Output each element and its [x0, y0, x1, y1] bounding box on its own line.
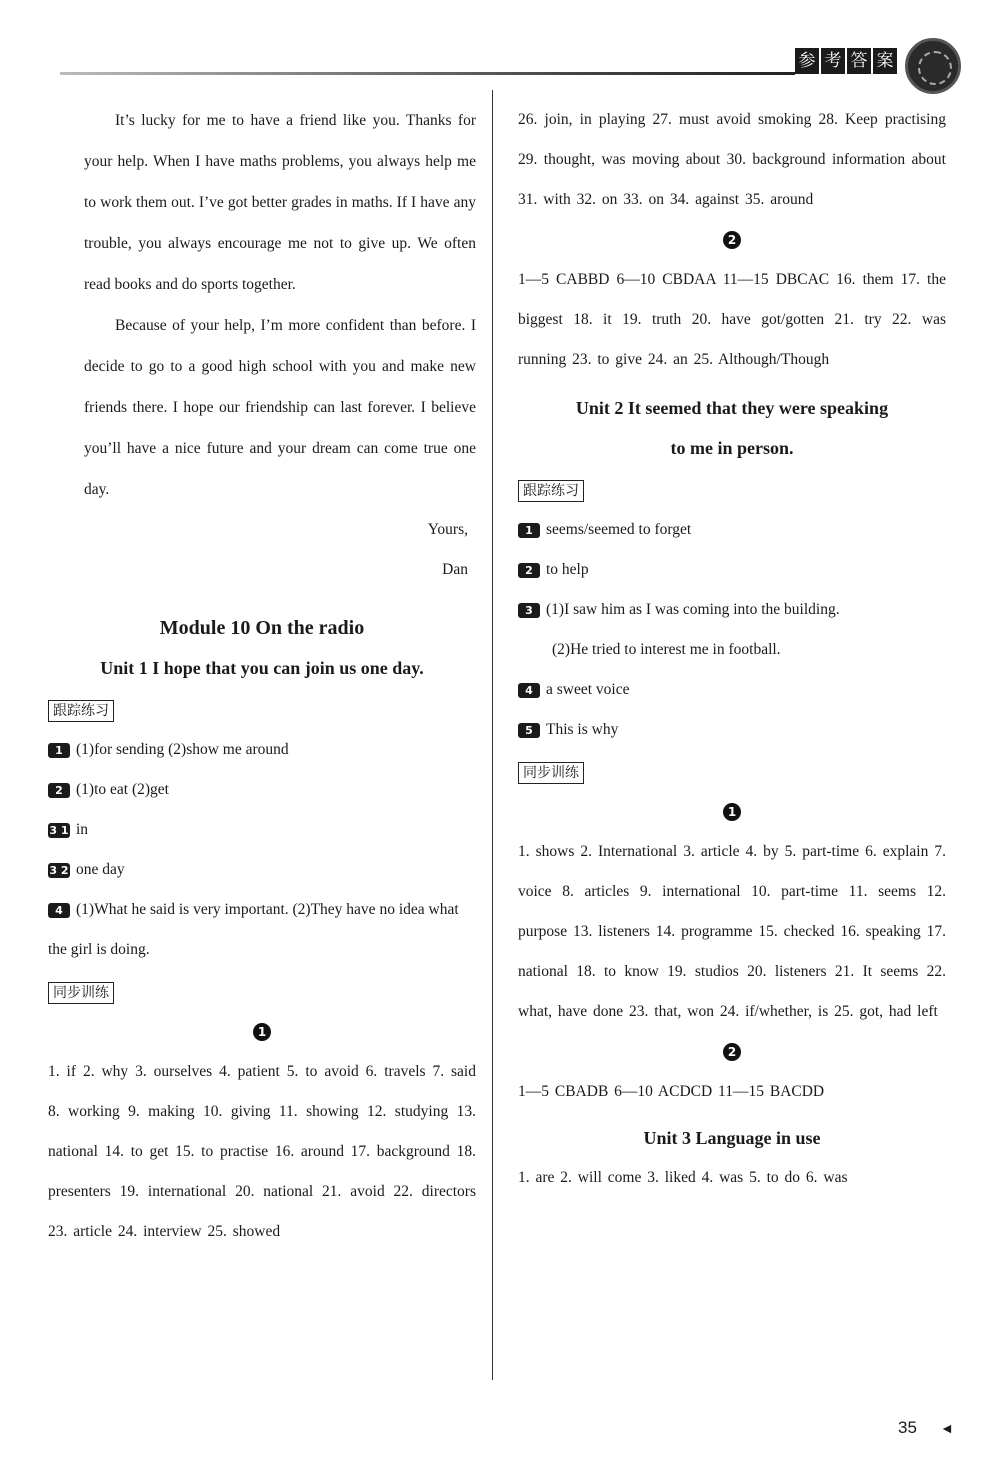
track-row: [518, 710, 946, 750]
unit-title: Unit 1 I hope that you can join us one day.: [100, 658, 424, 678]
track-answer: to help: [546, 561, 589, 578]
section-label-track: 跟踪练习: [518, 480, 584, 502]
letter-paragraph: Because of your help, I’m more confident than before. I decide to go to a good high school with you and make new friends there. I hope our friendship can last forever. I believe you’ll have a nice future and your dream can come true one day.: [84, 317, 476, 498]
badge-char: 案: [873, 48, 897, 74]
letter-signature: Dan: [442, 561, 468, 578]
letter: [48, 100, 476, 510]
track-row: [48, 730, 476, 770]
track-answer: seems/seemed to forget: [546, 521, 692, 538]
number-box: 2: [518, 563, 540, 578]
section-label-track: 跟踪练习: [48, 700, 114, 722]
unit-title: Unit 3 Language in use: [643, 1128, 821, 1148]
track-row: [48, 810, 476, 850]
track-row: [518, 670, 946, 710]
number-box: 2: [48, 783, 70, 798]
track-answer: (1)for sending (2)show me around: [76, 741, 289, 758]
answer-block: 1. shows 2. International 3. article 4. by 5. part-time 6. explain 7. voice 8. articles 9. international 10. part-time 11. seems 12. purpose 13. listeners 14. programme 15. checked 16. speaking 17. national 18. to know 19. studios 20. listeners 21. It seems 22. what, have done 23. that, won 24. if/whether, is 25. got, had left: [518, 843, 946, 1020]
column-divider: [492, 90, 493, 1380]
track-answer: one day: [76, 861, 125, 878]
track-answer: (1)to eat (2)get: [76, 781, 169, 798]
answer-block: 1—5 CBADB 6—10 ACDCD 11—15 BACDD: [518, 1083, 825, 1100]
circled-number: 2: [723, 231, 741, 249]
number-box: 1: [48, 743, 70, 758]
circled-number: 1: [253, 1023, 271, 1041]
section-label-sync: 同步训练: [48, 982, 114, 1004]
number-box: 4: [48, 903, 70, 918]
letter-paragraph: It’s lucky for me to have a friend like you. Thanks for your help. When I have maths problems, you always help me to work them out. I’ve got better grades in maths. If I have any trouble, you always encourage me not to give up. We often read books and do sports together.: [84, 112, 476, 293]
page-arrow-icon: ◄: [940, 1422, 954, 1437]
header-badge: [795, 48, 897, 78]
track-row: [518, 510, 946, 550]
track-answer: (2)He tried to interest me in football.: [552, 641, 781, 658]
number-box: 3 1: [49, 823, 69, 837]
track-answer: in: [76, 821, 89, 838]
number-box: 4: [518, 683, 540, 698]
exercise-marker: [518, 220, 946, 260]
number-box: 5: [518, 723, 540, 738]
letter-closing: Yours,: [427, 521, 468, 538]
answer-block: 1. if 2. why 3. ourselves 4. patient 5. to avoid 6. travels 7. said 8. working 9. making 10. giving 11. showing 12. studying 13. national 14. to get 15. to practise 16. around 17. background 18. presenters 19. international 20. national 21. avoid 22. directors 23. article 24. interview 25. showed: [48, 1063, 476, 1240]
exercise-marker: [518, 792, 946, 832]
track-row: [518, 590, 946, 630]
track-answer: (1)I saw him as I was coming into the building.: [546, 601, 840, 618]
track-row: [48, 890, 476, 970]
header-rule: [60, 72, 795, 75]
badge-char: 参: [795, 48, 819, 74]
module-title: Module 10 On the radio: [159, 617, 365, 639]
page-number: 35: [898, 1418, 917, 1437]
circled-number: 1: [723, 803, 741, 821]
number-box: 3: [518, 603, 540, 618]
right-column: [518, 100, 946, 1198]
track-answer: (1)What he said is very important. (2)They have no idea what the girl is doing.: [48, 901, 459, 958]
track-answer: This is why: [546, 721, 619, 738]
track-row: [48, 770, 476, 810]
track-row: [518, 630, 946, 670]
exercise-marker: [48, 1012, 476, 1052]
track-row: [48, 850, 476, 890]
number-box: 3 2: [49, 863, 69, 877]
answer-block: 1—5 CABBD 6—10 CBDAA 11—15 DBCAC 16. them 17. the biggest 18. it 19. truth 20. have got/gotten 21. try 22. was running 23. to give 24. an 25. Although/Though: [518, 271, 946, 368]
badge-char: 答: [847, 48, 871, 74]
answer-block: 26. join, in playing 27. must avoid smoking 28. Keep practising 29. thought, was moving about 30. background information about 31. with 32. on 33. on 34. against 35. around: [518, 111, 946, 208]
exercise-marker: [518, 1032, 946, 1072]
badge-char: 考: [821, 48, 845, 74]
unit-title: Unit 2 It seemed that they were speaking: [575, 398, 889, 418]
track-row: [518, 550, 946, 590]
answer-block: 1. are 2. will come 3. liked 4. was 5. to do 6. was: [518, 1169, 848, 1186]
circled-number: 2: [723, 1043, 741, 1061]
section-label-sync: 同步训练: [518, 762, 584, 784]
track-answer: a sweet voice: [546, 681, 630, 698]
number-box: 1: [518, 523, 540, 538]
header-logo-icon: [905, 38, 961, 94]
left-column: [48, 100, 476, 1252]
unit-title-continued: to me in person.: [670, 438, 794, 458]
